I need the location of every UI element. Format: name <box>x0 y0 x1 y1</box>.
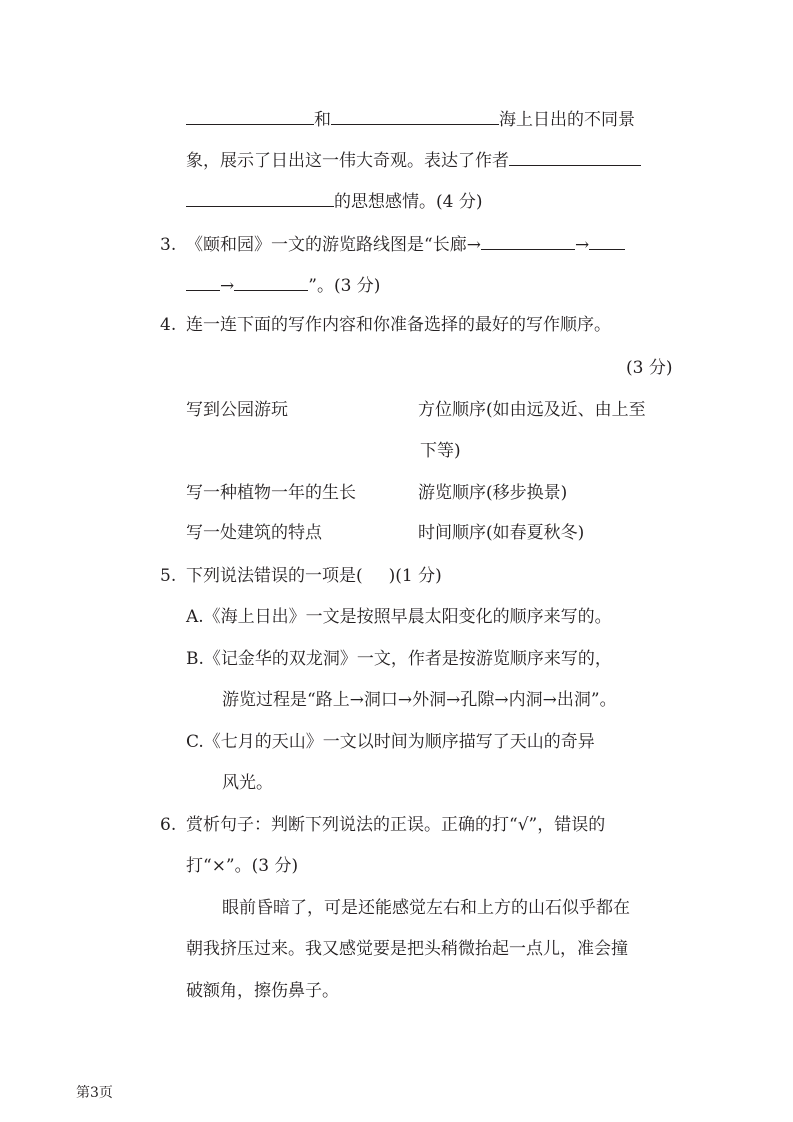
q6-passage-2: 朝我挤压过来。我又感觉要是把头稍微抬起一点儿，准会撞 <box>186 939 628 959</box>
answer-blank[interactable] <box>331 107 499 125</box>
q5-text-a: 下列说法错误的一项是( <box>186 566 363 586</box>
q2-line3-end: 的思想感情。(4 分) <box>334 192 483 212</box>
q3-arrow: → <box>574 235 590 255</box>
q2-line-2 <box>186 148 641 172</box>
q2-line1-end: 海上日出的不同景 <box>499 110 635 130</box>
q4-right-item[interactable]: 时间顺序(如春夏秋冬) <box>418 523 585 543</box>
q2-line-3 <box>186 189 482 213</box>
q5-option-a: A.《海上日出》一文是按照早晨太阳变化的顺序来写的。 <box>186 607 612 627</box>
page-number: 第3页 <box>76 1085 113 1101</box>
answer-blank[interactable] <box>186 273 220 291</box>
answer-blank[interactable] <box>481 232 575 250</box>
q4-right-item-cont: 下等) <box>420 441 461 461</box>
q5-option-c: C.《七月的天山》一文以时间为顺序描写了天山的奇异 <box>186 732 595 752</box>
q6-number: 6. <box>160 815 177 835</box>
q5-option-b: B.《记金华的双龙洞》一文，作者是按游览顺序来写的， <box>186 649 612 669</box>
answer-blank[interactable] <box>186 107 314 125</box>
q3-quote-end: ”。(3 分) <box>308 276 381 296</box>
q4-number: 4. <box>160 315 177 335</box>
q3-line-2 <box>186 273 380 297</box>
answer-blank[interactable] <box>234 273 308 291</box>
q4-left-item[interactable]: 写到公园游玩 <box>186 400 288 420</box>
q5-line-1 <box>160 565 442 587</box>
q3-line-1 <box>160 232 625 256</box>
answer-blank[interactable] <box>589 232 625 250</box>
q5-text-b: )(1 分) <box>388 566 442 586</box>
q4-left-item[interactable]: 写一处建筑的特点 <box>186 523 322 543</box>
answer-blank[interactable] <box>509 148 641 166</box>
q2-line-1 <box>186 107 635 131</box>
q5-number: 5. <box>160 566 177 586</box>
q6-text-1: 赏析句子：判断下列说法的正误。正确的打“√”，错误的 <box>186 815 606 835</box>
q4-line-1 <box>160 314 611 336</box>
q5-option-b-cont: 游览过程是“路上→洞口→外洞→孔隙→内洞→出洞”。 <box>222 690 617 710</box>
q4-right-item[interactable]: 游览顺序(移步换景) <box>418 483 568 503</box>
q4-score: (3 分) <box>626 358 673 378</box>
q4-right-item[interactable]: 方位顺序(如由远及近、由上至 <box>418 400 646 420</box>
q3-number: 3. <box>160 235 177 255</box>
q2-line2-text: 象，展示了日出这一伟大奇观。表达了作者 <box>186 151 509 171</box>
q6-line-2: 打“×”。(3 分) <box>186 856 299 876</box>
q2-he: 和 <box>314 110 331 130</box>
q4-text: 连一连下面的写作内容和你准备选择的最好的写作顺序。 <box>186 315 611 335</box>
q6-passage-1: 眼前昏暗了，可是还能感觉左右和上方的山石似乎都在 <box>222 898 630 918</box>
answer-blank[interactable] <box>186 189 334 207</box>
q3-text: 《颐和园》一文的游览路线图是“长廊→ <box>186 235 481 255</box>
q5-option-c-cont: 风光。 <box>222 773 273 793</box>
q6-line-1 <box>160 814 605 836</box>
q6-passage-3: 破额角，擦伤鼻子。 <box>186 981 339 1001</box>
q4-left-item[interactable]: 写一种植物一年的生长 <box>186 483 356 503</box>
q3-arrow: → <box>220 276 235 296</box>
